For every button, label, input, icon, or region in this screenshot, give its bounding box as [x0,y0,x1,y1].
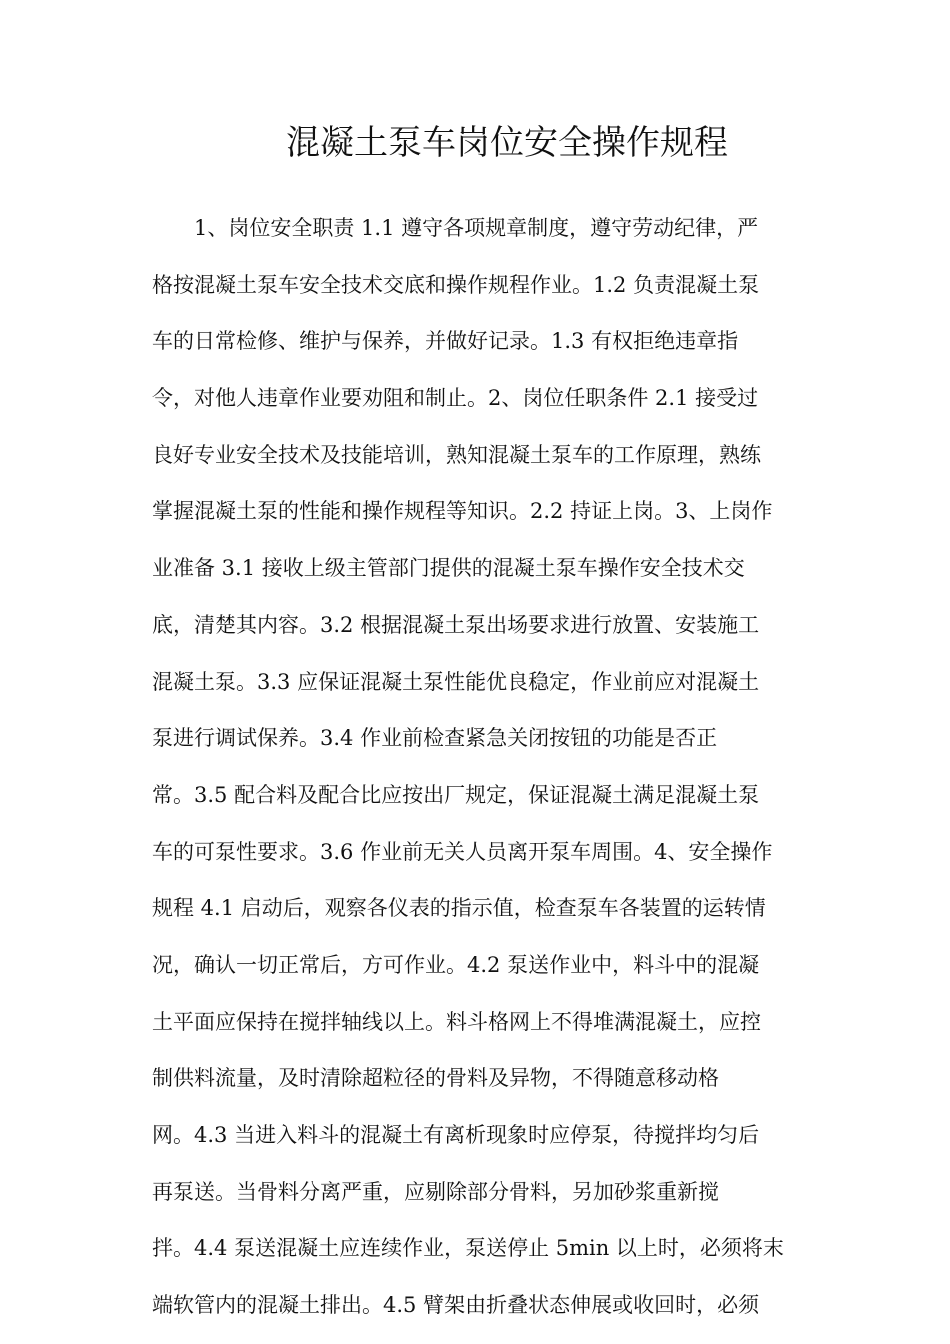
paragraph-line: 业准备 3.1 接收上级主管部门提供的混凝土泵车操作安全技术交 [152,556,745,581]
document-body [152,200,802,1334]
paragraph-line: 掌握混凝土泵的性能和操作规程等知识。2.2 持证上岗。3、上岗作 [152,499,773,524]
paragraph-line: 土平面应保持在搅拌轴线以上。料斗格网上不得堆满混凝土，应控 [152,1009,761,1034]
paragraph-line: 令，对他人违章作业要劝阻和制止。2、岗位任职条件 2.1 接受过 [152,386,759,411]
paragraph-line: 制供料流量，及时清除超粒径的骨料及异物，不得随意移动格 [152,1066,719,1091]
paragraph-line: 况，确认一切正常后，方可作业。4.2 泵送作业中，料斗中的混凝 [152,952,760,977]
paragraph-line: 车的可泵性要求。3.6 作业前无关人员离开泵车周围。4、安全操作 [152,839,773,864]
document-title: 混凝土泵车岗位安全操作规程 [286,123,728,163]
paragraph-line: 车的日常检修、维护与保养，并做好记录。1.3 有权拒绝违章指 [152,329,739,354]
paragraph-line: 拌。4.4 泵送混凝土应连续作业，泵送停止 5min 以上时，必须将末 [152,1236,784,1261]
paragraph-line: 规程 4.1 启动后，观察各仪表的指示值，检查泵车各装置的运转情 [152,896,766,921]
paragraph-line: 1、岗位安全职责 1.1 遵守各项规章制度，遵守劳动纪律，严 [194,216,759,240]
paragraph-line: 常。3.5 配合料及配合比应按出厂规定，保证混凝土满足混凝土泵 [152,782,760,807]
paragraph-line: 格按混凝土泵车安全技术交底和操作规程作业。1.2 负责混凝土泵 [152,272,760,297]
paragraph-line: 泵进行调试保养。3.4 作业前检查紧急关闭按钮的功能是否正 [152,726,718,751]
paragraph-line: 端软管内的混凝土排出。4.5 臂架由折叠状态伸展或收回时，必须 [152,1293,760,1318]
paragraph-line: 良好专业安全技术及技能培训，熟知混凝土泵车的工作原理，熟练 [152,442,761,467]
paragraph-line: 混凝土泵。3.3 应保证混凝土泵性能优良稳定，作业前应对混凝土 [152,669,760,694]
paragraph-line: 网。4.3 当进入料斗的混凝土有离析现象时应停泵，待搅拌均匀后 [152,1123,760,1147]
paragraph-line: 底，清楚其内容。3.2 根据混凝土泵出场要求进行放置、安装施工 [152,612,760,637]
paragraph-line: 再泵送。当骨料分离严重，应剔除部分骨料，另加砂浆重新搅 [152,1179,719,1204]
